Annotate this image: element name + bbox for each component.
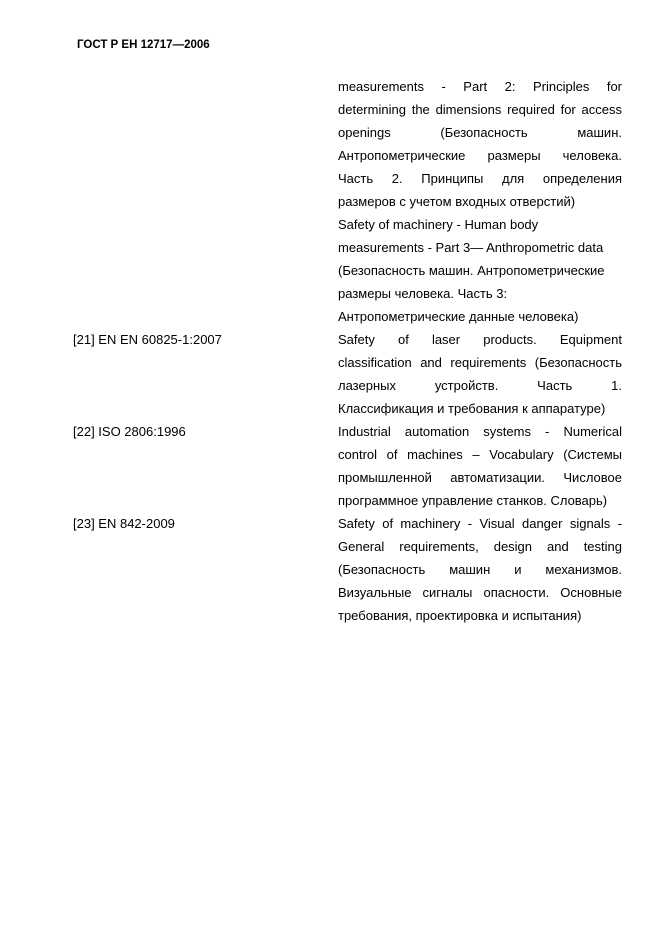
description-line: программное управление станков. Словарь) bbox=[338, 493, 608, 508]
description-line: Антропометрические размеры человека. bbox=[338, 148, 622, 163]
description-line: Часть 2. Принципы для определения bbox=[338, 171, 622, 186]
description-line: Safety of machinery - Visual danger signals - bbox=[338, 516, 622, 531]
description-line: control of machines – Vocabulary (Системы bbox=[338, 447, 622, 462]
description-line: лазерных устройств. Часть 1. bbox=[338, 378, 622, 393]
reference-number: [22] ISO 2806:1996 bbox=[73, 424, 186, 439]
bibliography-list bbox=[0, 75, 661, 627]
reference-description bbox=[338, 75, 622, 213]
description-line: openings (Безопасность машин. bbox=[338, 125, 622, 140]
description-line: measurements - Part 3— Anthropometric data bbox=[338, 240, 604, 255]
description-line: размеры человека. Часть 3: bbox=[338, 286, 508, 301]
description-line: measurements - Part 2: Principles for bbox=[338, 79, 622, 94]
reference-description bbox=[338, 420, 622, 512]
bibliography-entry bbox=[0, 213, 661, 328]
reference-number: [21] EN EN 60825-1:2007 bbox=[73, 332, 222, 347]
description-line: Safety of machinery - Human body bbox=[338, 217, 539, 232]
description-line: Антропометрические данные человека) bbox=[338, 309, 579, 324]
description-line: Классификация и требования к аппаратуре) bbox=[338, 401, 606, 416]
description-line: промышленной автоматизации. Числовое bbox=[338, 470, 622, 485]
document-header: ГОСТ Р ЕН 12717—2006 bbox=[77, 39, 210, 51]
bibliography-entry bbox=[0, 328, 661, 420]
description-line: (Безопасность машин и механизмов. bbox=[338, 562, 622, 577]
bibliography-entry bbox=[0, 420, 661, 512]
description-line: classification and requirements (Безопасность bbox=[338, 355, 622, 370]
reference-description bbox=[338, 512, 622, 627]
bibliography-entry bbox=[0, 512, 661, 627]
reference-number: [23] EN 842-2009 bbox=[73, 516, 175, 531]
description-line: (Безопасность машин. Антропометрические bbox=[338, 263, 605, 278]
bibliography-entry bbox=[0, 75, 661, 213]
description-line: требования, проектировка и испытания) bbox=[338, 608, 582, 623]
reference-description bbox=[338, 213, 622, 328]
reference-description bbox=[338, 328, 622, 420]
description-line: determining the dimensions required for access bbox=[338, 102, 622, 117]
description-line: Safety of laser products. Equipment bbox=[338, 332, 622, 347]
description-line: размеров с учетом входных отверстий) bbox=[338, 194, 576, 209]
description-line: Industrial automation systems - Numerical bbox=[338, 424, 622, 439]
description-line: Визуальные сигналы опасности. Основные bbox=[338, 585, 622, 600]
description-line: General requirements, design and testing bbox=[338, 539, 622, 554]
